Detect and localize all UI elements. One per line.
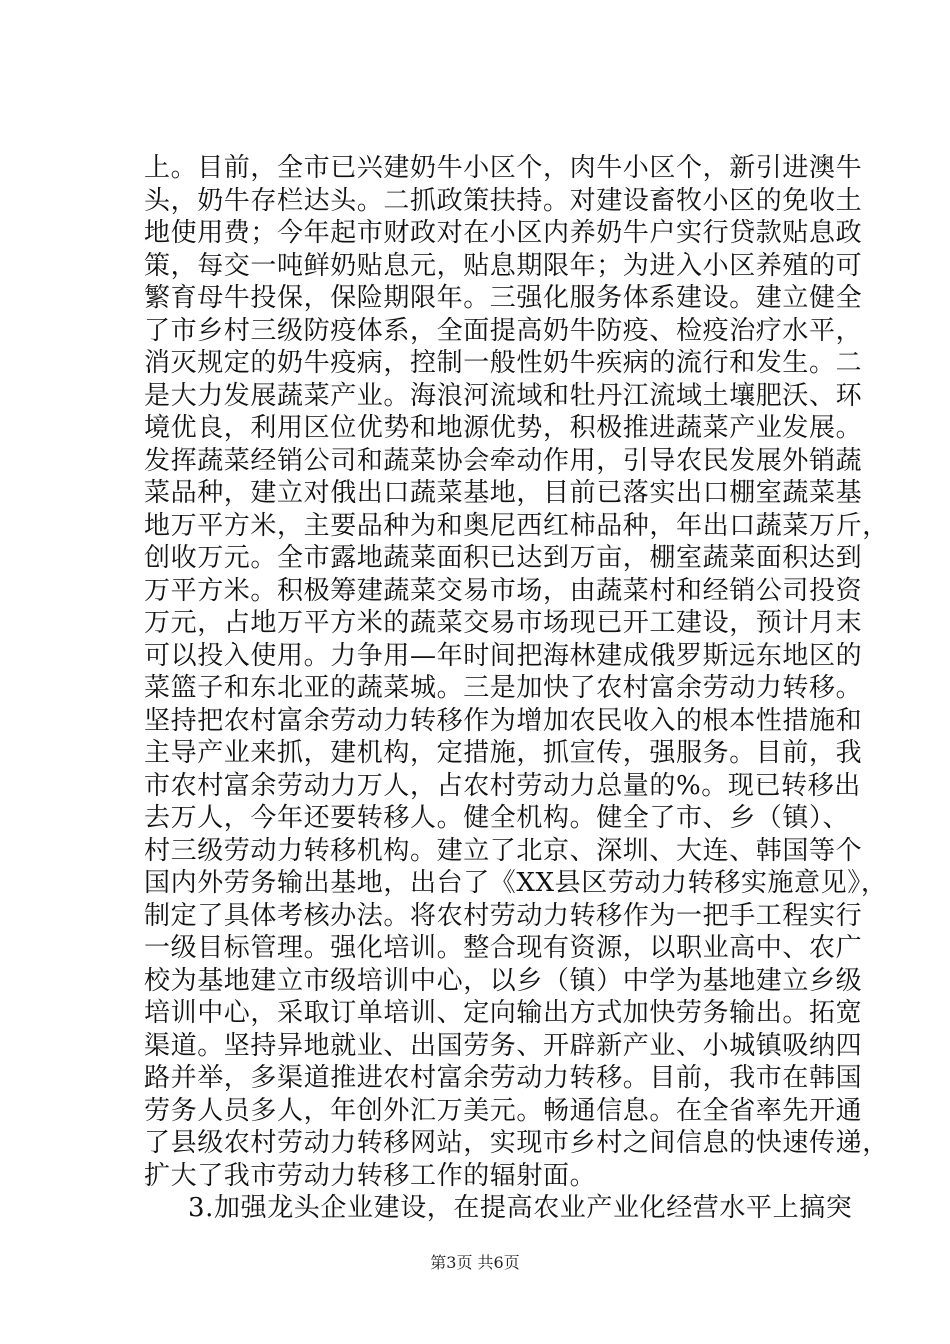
section-heading: 3.加强龙头企业建设，在提高农业产业化经营水平上搞突 xyxy=(188,1193,853,1223)
page-footer: 第3页 共6页 xyxy=(430,1253,520,1272)
text-line: 校为基地建立市级培训中心，以乡（镇）中学为基地建立乡级 xyxy=(144,965,863,996)
text-line: 了市乡村三级防疫体系，全面提高奶牛防疫、检疫治疗水平， xyxy=(144,315,863,346)
text-line: 上。目前，全市已兴建奶牛小区个，肉牛小区个，新引进澳牛 xyxy=(144,153,863,183)
text-line: 劳务人员多人，年创外汇万美元。畅通信息。在全省率先开通 xyxy=(144,1095,863,1126)
text-line: 制定了具体考核办法。将农村劳动力转移作为一把手工程实行 xyxy=(144,900,863,931)
text-line: 策，每交一吨鲜奶贴息元，贴息期限年；为进入小区养殖的可 xyxy=(144,250,863,281)
text-line: 主导产业来抓，建机构，定措施，抓宣传，强服务。目前，我 xyxy=(144,738,863,768)
text-line: 培训中心，采取订单培训、定向输出方式加快劳务输出。拓宽 xyxy=(144,998,863,1028)
text-line: 繁育母牛投保，保险期限年。三强化服务体系建设。建立健全 xyxy=(144,283,863,313)
text-line: 地万平方米，主要品种为和奥尼西红柿品种，年出口蔬菜万斤， xyxy=(144,510,889,541)
text-line: 地使用费；今年起市财政对在小区内养奶牛户实行贷款贴息政 xyxy=(144,218,863,248)
text-line: 菜品种，建立对俄出口蔬菜基地，目前已落实出口棚室蔬菜基 xyxy=(144,478,863,508)
text-line: 菜篮子和东北亚的蔬菜城。三是加快了农村富余劳动力转移。 xyxy=(144,673,863,703)
text-line: 万元，占地万平方米的蔬菜交易市场现已开工建设，预计月末 xyxy=(144,608,863,638)
text-line: 坚持把农村富余劳动力转移作为增加农民收入的根本性措施和 xyxy=(144,705,863,736)
text-line: 去万人，今年还要转移人。健全机构。健全了市、乡（镇）、 xyxy=(144,803,850,833)
text-line: 是大力发展蔬菜产业。海浪河流域和牡丹江流域土壤肥沃、环 xyxy=(144,380,863,411)
text-line: 消灭规定的奶牛疫病，控制一般性奶牛疾病的流行和发生。二 xyxy=(144,348,863,378)
text-line: 头，奶牛存栏达头。二抓政策扶持。对建设畜牧小区的免收土 xyxy=(144,185,863,216)
text-line: 可以投入使用。力争用—年时间把海林建成俄罗斯远东地区的 xyxy=(144,640,863,671)
text-line: 扩大了我市劳动力转移工作的辐射面。 xyxy=(144,1160,597,1191)
text-line: 境优良，利用区位优势和地源优势，积极推进蔬菜产业发展。 xyxy=(144,413,863,443)
text-line: 路并举，多渠道推进农村富余劳动力转移。目前，我市在韩国 xyxy=(144,1063,863,1093)
text-line: 创收万元。全市露地蔬菜面积已达到万亩，棚室蔬菜面积达到 xyxy=(144,543,863,573)
text-line: 渠道。坚持异地就业、出国劳务、开辟新产业、小城镇吸纳四 xyxy=(144,1030,863,1061)
text-line: 国内外劳务输出基地，出台了《XX县区劳动力转移实施意见》， xyxy=(144,868,888,898)
text-line: 了县级农村劳动力转移网站，实现市乡村之间信息的快速传递， xyxy=(144,1128,889,1158)
text-line: 万平方米。积极筹建蔬菜交易市场，由蔬菜村和经销公司投资 xyxy=(144,575,863,606)
text-line: 市农村富余劳动力万人，占农村劳动力总量的%。现已转移出 xyxy=(144,770,861,801)
text-line: 一级目标管理。强化培训。整合现有资源，以职业高中、农广 xyxy=(144,933,863,963)
body-text xyxy=(144,152,889,1225)
text-line: 发挥蔬菜经销公司和蔬菜协会牵动作用，引导农民发展外销蔬 xyxy=(144,445,863,476)
text-line: 村三级劳动力转移机构。建立了北京、深圳、大连、韩国等个 xyxy=(144,835,863,866)
